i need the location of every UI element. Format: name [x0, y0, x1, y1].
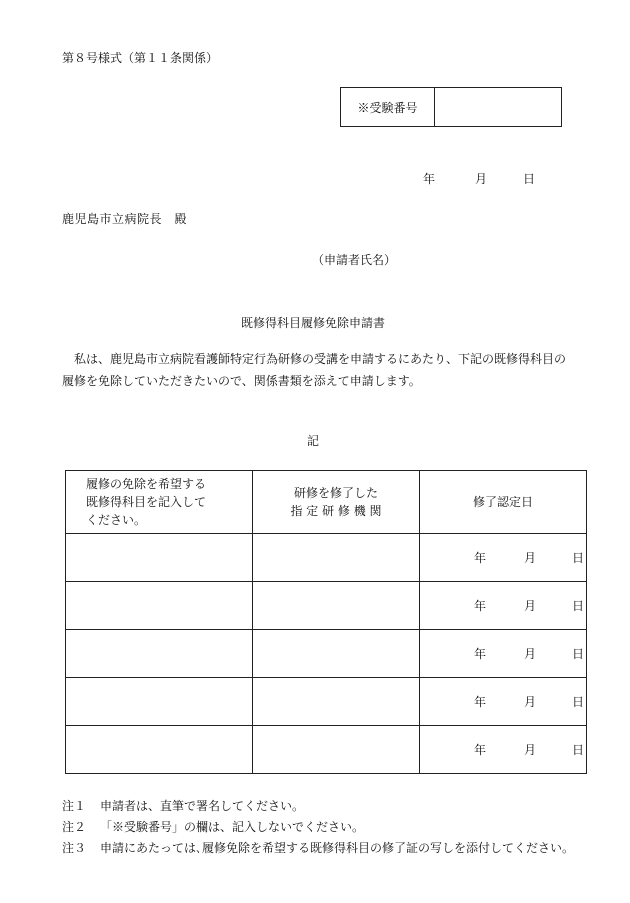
header-institution-line1: 研修を修了した: [293, 486, 378, 500]
subject-cell[interactable]: [66, 630, 253, 678]
completion-date-cell[interactable]: [420, 630, 587, 678]
row-month-label: 月: [524, 551, 537, 565]
note-1-key: 注１: [62, 799, 87, 813]
header-subject-line3: ください。: [86, 513, 147, 527]
subject-cell[interactable]: [66, 678, 253, 726]
note-2-text: 「※受験番号」の欄は、記入しないでください。: [100, 820, 365, 834]
date-year-label: 年: [423, 172, 436, 186]
row-year-label: 年: [474, 743, 487, 757]
row-day-label: 日: [572, 551, 585, 565]
exemption-table: [65, 470, 587, 774]
note-3-key: 注３: [62, 841, 87, 855]
header-subject: [66, 471, 253, 534]
exam-number-box: [340, 87, 562, 127]
completion-date-cell[interactable]: [420, 534, 587, 582]
subject-cell[interactable]: [66, 534, 253, 582]
row-year-label: 年: [474, 551, 487, 565]
addressee: 鹿児島市立病院長 殿: [62, 212, 188, 226]
exam-number-label: ※受験番号: [341, 88, 435, 126]
table-header-row: [66, 471, 587, 534]
date-day-label: 日: [523, 172, 536, 186]
table-row: [66, 726, 587, 774]
table-row: [66, 534, 587, 582]
table-row: [66, 678, 587, 726]
header-institution: [253, 471, 420, 534]
row-year-label: 年: [474, 599, 487, 613]
note-2: [62, 818, 364, 835]
row-day-label: 日: [572, 647, 585, 661]
header-subject-line1: 履修の免除を希望する: [86, 477, 207, 491]
row-day-label: 日: [572, 599, 585, 613]
document-title: 既修得科目履修免除申請書: [241, 316, 386, 330]
row-year-label: 年: [474, 647, 487, 661]
body-text: 私は、鹿児島市立病院看護師特定行為研修の受講を申請するにあたり、下記の既修得科目の履修を免除していただきたいので、関係書類を添えて申請します。: [62, 352, 567, 388]
header-completion-date-line1: 修了認定日: [472, 495, 533, 509]
note-3-text: 申請にあたっては､履修免除を希望する既修得科目の修了証の写しを添付してください。: [100, 841, 575, 855]
row-month-label: 月: [524, 743, 537, 757]
completion-date-cell[interactable]: [420, 582, 587, 630]
subject-cell[interactable]: [66, 726, 253, 774]
ki-heading: 記: [307, 434, 320, 448]
note-2-key: 注２: [62, 820, 87, 834]
note-1-text: 申請者は、直筆で署名してください。: [100, 799, 305, 813]
completion-date-cell[interactable]: [420, 726, 587, 774]
row-day-label: 日: [572, 743, 585, 757]
institution-cell[interactable]: [253, 534, 420, 582]
institution-cell[interactable]: [253, 678, 420, 726]
institution-cell[interactable]: [253, 582, 420, 630]
exam-number-field[interactable]: [435, 88, 561, 126]
note-1: [62, 797, 304, 814]
date-month-label: 月: [475, 172, 488, 186]
row-month-label: 月: [524, 647, 537, 661]
institution-cell[interactable]: [253, 630, 420, 678]
table-row: [66, 582, 587, 630]
header-completion-date: [420, 471, 587, 534]
subject-cell[interactable]: [66, 582, 253, 630]
row-year-label: 年: [474, 695, 487, 709]
header-institution-line2: 指 定 研 修 機 関: [290, 504, 382, 518]
institution-cell[interactable]: [253, 726, 420, 774]
row-day-label: 日: [572, 695, 585, 709]
row-month-label: 月: [524, 695, 537, 709]
table-row: [66, 630, 587, 678]
form-number: 第８号様式（第１１条関係）: [62, 51, 219, 65]
completion-date-cell[interactable]: [420, 678, 587, 726]
note-3: [62, 839, 574, 856]
header-subject-line2: 既修得科目を記入して: [86, 495, 207, 509]
application-date: [423, 170, 535, 187]
applicant-name-label: （申請者氏名）: [312, 253, 397, 267]
row-month-label: 月: [524, 599, 537, 613]
